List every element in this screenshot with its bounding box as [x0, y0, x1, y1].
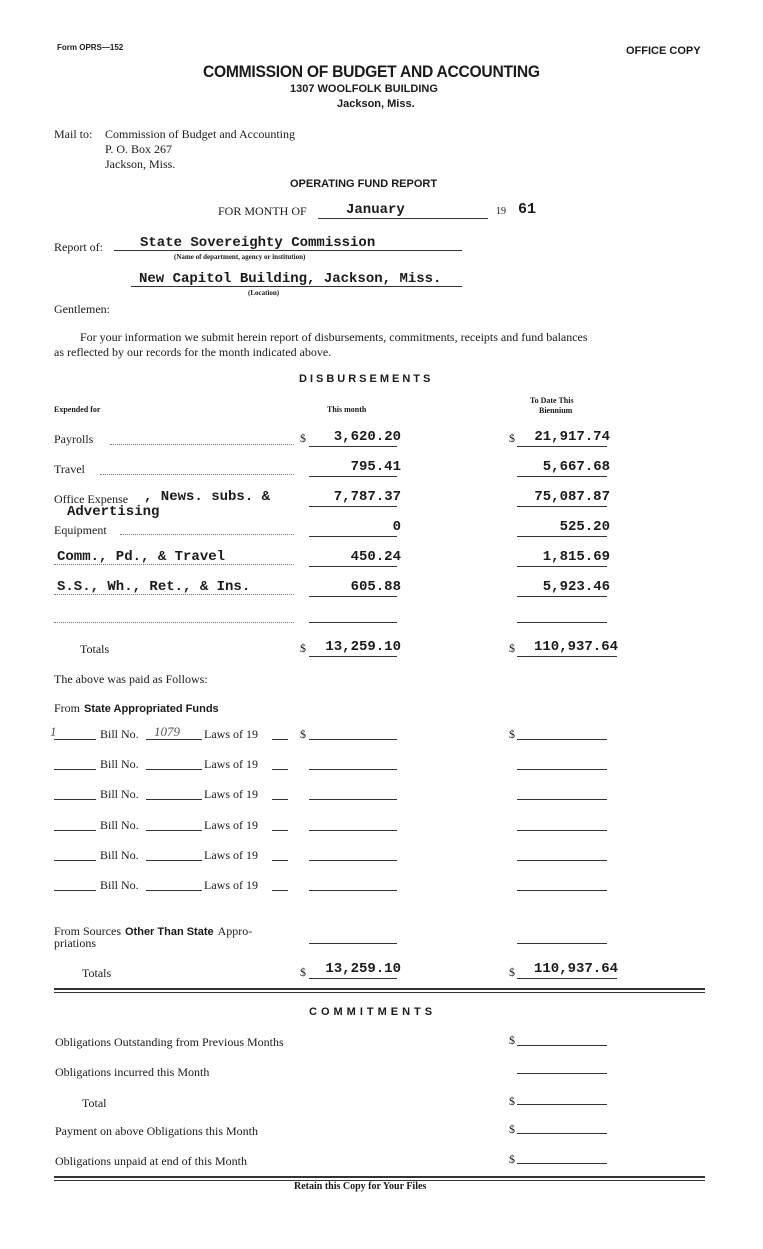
dollar-sign: $	[300, 965, 306, 979]
other-sources-bold: Other Than State	[125, 926, 214, 938]
totals-label: Totals	[80, 642, 110, 656]
commitment-label: Obligations unpaid at end of this Month	[55, 1154, 247, 1168]
payrolls-month: 3,620.20	[333, 429, 401, 445]
commitment-dollar: $	[509, 1152, 515, 1166]
intro-line2: as reflected by our records for the month indicated above.	[54, 345, 332, 359]
mail-to-label: Mail to:	[54, 127, 93, 141]
location-value: New Capitol Building, Jackson, Miss.	[139, 271, 442, 287]
commitments-heading: COMMITMENTS	[309, 1006, 437, 1018]
report-of-value: State Sovereighty Commission	[140, 235, 376, 251]
bill-label: Bill No.	[100, 787, 139, 801]
dollar-sign: $	[300, 431, 306, 445]
commitment-dollar: $	[509, 1033, 515, 1047]
equipment-month: 0	[392, 519, 401, 535]
row-label-payrolls: Payrolls	[54, 432, 94, 446]
laws-label: Laws of 19	[204, 818, 258, 832]
other-sources-suffix: Appro-	[217, 924, 253, 938]
form-number: Form OPRS—152	[57, 43, 124, 52]
retain-note: Retain this Copy for Your Files	[294, 1181, 427, 1192]
laws-label: Laws of 19	[204, 878, 258, 892]
year-value: 61	[518, 201, 537, 218]
laws-label: Laws of 19	[204, 848, 258, 862]
row-label-equipment: Equipment	[54, 523, 107, 537]
payment-total-to-date: 110,937.64	[533, 961, 618, 977]
payment-totals-label: Totals	[82, 966, 112, 980]
mail-to-line1: Commission of Budget and Accounting	[105, 127, 295, 141]
row-label-office-expense: Office Expense	[54, 492, 129, 506]
bill-label: Bill No.	[100, 848, 139, 862]
dollar-sign: $	[300, 727, 306, 741]
travel-month: 795.41	[350, 459, 401, 475]
ss-to-date: 5,923.46	[542, 579, 610, 595]
report-of-label: Report of:	[54, 240, 103, 254]
from-state-prefix: From	[54, 701, 81, 715]
col-expended-for: Expended for	[54, 405, 101, 414]
header-city: Jackson, Miss.	[337, 98, 415, 110]
commitment-dollar: $	[509, 1094, 515, 1108]
dollar-sign: $	[300, 641, 306, 655]
bill-label: Bill No.	[100, 757, 139, 771]
bill-label: Bill No.	[100, 818, 139, 832]
copy-label: OFFICE COPY	[626, 45, 701, 57]
total-month: 13,259.10	[325, 639, 401, 655]
payment-total-month: 13,259.10	[325, 961, 401, 977]
commitment-label: Obligations Outstanding from Previous Months	[55, 1035, 284, 1049]
travel-to-date: 5,667.68	[542, 459, 610, 475]
office-expense-to-date: 75,087.87	[534, 489, 610, 505]
paid-as-follows: The above was paid as Follows:	[54, 672, 208, 686]
office-expense-month: 7,787.37	[333, 489, 401, 505]
report-title: OPERATING FUND REPORT	[290, 178, 438, 190]
equipment-to-date: 525.20	[559, 519, 610, 535]
location-caption: (Location)	[248, 289, 280, 297]
row-label-comm: Comm., Pd., & Travel	[57, 549, 226, 565]
other-sources-line2: priations	[54, 936, 96, 950]
commitment-label: Obligations incurred this Month	[55, 1065, 210, 1079]
other-sources-prefix: From Sources	[54, 924, 121, 938]
col-to-date-line1: To Date This	[530, 396, 574, 405]
bill-label: Bill No.	[100, 878, 139, 892]
laws-label: Laws of 19	[204, 727, 258, 741]
month-value: January	[346, 202, 405, 218]
for-month-label: FOR MONTH OF	[218, 204, 307, 218]
commitment-total-label: Total	[82, 1096, 107, 1110]
intro-line1: For your information we submit herein report of disbursements, commitments, receipts and fund balances	[80, 330, 588, 344]
row-label-ss: S.S., Wh., Ret., & Ins.	[57, 579, 251, 595]
payrolls-to-date: 21,917.74	[534, 429, 610, 445]
mail-to-line2: P. O. Box 267	[105, 142, 173, 156]
dollar-sign: $	[509, 727, 515, 741]
disbursements-heading: DISBURSEMENTS	[299, 373, 434, 385]
commission-title: COMMISSION OF BUDGET AND ACCOUNTING	[203, 62, 540, 81]
dollar-sign: $	[509, 641, 515, 655]
bill-number-handwritten: 1079	[154, 724, 180, 739]
comm-month: 450.24	[350, 549, 401, 565]
dollar-sign: $	[509, 965, 515, 979]
building-address: 1307 WOOLFOLK BUILDING	[290, 83, 438, 95]
bill-label: Bill No.	[100, 727, 139, 741]
col-to-date-line2: Biennium	[539, 406, 573, 415]
from-state-bold: State Appropriated Funds	[84, 703, 219, 715]
commitment-dollar: $	[509, 1122, 515, 1136]
col-this-month: This month	[327, 405, 367, 414]
office-expense-typed-1: , News. subs. &	[144, 489, 271, 505]
dollar-sign: $	[509, 431, 515, 445]
from-state-funds	[54, 699, 219, 717]
report-of-caption: (Name of department, agency or institution)	[174, 253, 306, 261]
total-to-date: 110,937.64	[533, 639, 618, 655]
office-expense-typed-2: Advertising	[67, 504, 160, 520]
commitment-label: Payment on above Obligations this Month	[55, 1124, 258, 1138]
mail-to-line3: Jackson, Miss.	[105, 157, 176, 171]
laws-label: Laws of 19	[204, 757, 258, 771]
salutation: Gentlemen:	[54, 302, 110, 316]
ss-month: 605.88	[350, 579, 401, 595]
bill-chapter-handwritten: 1	[50, 724, 57, 739]
laws-label: Laws of 19	[204, 787, 258, 801]
year-prefix: 19	[496, 206, 506, 217]
comm-to-date: 1,815.69	[542, 549, 610, 565]
row-label-travel: Travel	[54, 462, 85, 476]
